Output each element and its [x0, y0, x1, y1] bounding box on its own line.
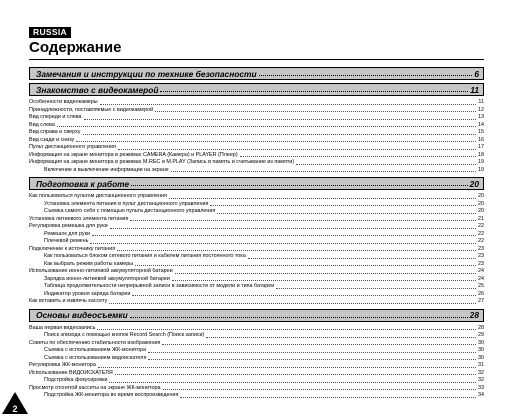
page-number: 2	[12, 404, 18, 414]
section-title: Знакомство с видеокамерой	[36, 84, 159, 95]
section-page-number: 28	[469, 310, 479, 320]
dot-leader	[217, 212, 476, 214]
toc-entry[interactable]	[29, 268, 484, 276]
toc-entry[interactable]	[29, 325, 484, 333]
entry-page-number: 32	[478, 369, 484, 376]
page-title: Содержание	[29, 39, 122, 56]
section-page-number: 11	[470, 84, 479, 95]
title-divider	[29, 59, 484, 60]
toc-subentry[interactable]	[29, 253, 484, 261]
toc-entry[interactable]	[29, 144, 484, 152]
entry-page-number: 19	[478, 166, 484, 173]
dot-leader	[148, 358, 476, 360]
toc-subentry[interactable]	[29, 377, 484, 385]
entry-page-number: 31	[478, 362, 484, 368]
entry-title: Ремешок для руки	[44, 230, 90, 237]
entry-page-number: 29	[478, 332, 484, 338]
entry-title: Вид слева	[29, 121, 55, 128]
entry-title: Плечевой ремень	[44, 238, 89, 244]
toc-subentry[interactable]	[29, 231, 484, 239]
entry-title: Как вставить и извлечь кассету	[29, 298, 108, 304]
toc-entry[interactable]	[29, 370, 484, 378]
dot-leader	[175, 272, 476, 274]
toc-subentry[interactable]	[29, 201, 484, 209]
dot-leader	[172, 279, 476, 281]
entry-title: Съемка самого себя с помощью пульта дистанционного управления	[44, 208, 216, 214]
dot-leader	[148, 351, 476, 353]
entry-title: Включение и выключение информации на экране	[44, 166, 169, 173]
entry-page-number: 20	[478, 208, 484, 214]
entry-page-number: 13	[478, 114, 484, 120]
entry-page-number: 18	[478, 151, 484, 158]
dot-leader	[92, 234, 476, 236]
entry-page-number: 22	[478, 238, 484, 244]
entry-page-number: 20	[478, 200, 484, 207]
toc-entry[interactable]	[29, 246, 484, 254]
toc-entry[interactable]	[29, 129, 484, 137]
toc-entry[interactable]	[29, 122, 484, 130]
dot-leader	[155, 110, 476, 112]
dot-leader	[118, 148, 476, 150]
dot-leader	[117, 249, 476, 251]
entry-page-number: 14	[478, 121, 484, 128]
entry-page-number: 27	[478, 298, 484, 304]
toc-subentry[interactable]	[29, 261, 484, 269]
entry-page-number: 16	[478, 136, 484, 143]
entry-title: Информация на экране монитора в режимах CAMERA (Камера) и PLAYER (Плеер)	[29, 151, 238, 158]
entry-page-number: 21	[478, 215, 484, 222]
entry-title: Как пользоваться блоком сетевого питания и кабелем питания постоянного тока	[44, 253, 246, 259]
toc-subentry[interactable]	[29, 283, 484, 291]
dot-leader	[163, 388, 477, 390]
entry-title: Принадлежности, поставляемые с видеокамерой	[29, 106, 154, 113]
entry-page-number: 25	[478, 283, 484, 289]
entry-title: Советы по обеспечению стабильности изображения	[29, 339, 161, 346]
dot-leader	[135, 264, 476, 266]
entry-title: Использование ВИДОИСКАТЕЛЯ	[29, 369, 113, 376]
section-page-number: 20	[469, 178, 479, 189]
entry-title: Особенности видеокамеры	[29, 99, 98, 105]
entry-title: Регулировка ремешка для руки	[29, 223, 108, 229]
entry-page-number: 33	[478, 384, 484, 391]
entry-title: Регулировка ЖК-монитора	[29, 362, 96, 368]
toc-subentry[interactable]	[29, 208, 484, 216]
toc-subentry[interactable]	[29, 238, 484, 246]
toc-entry[interactable]	[29, 159, 484, 167]
dot-leader	[130, 219, 476, 221]
dot-leader	[97, 328, 476, 330]
toc-entry[interactable]	[29, 385, 484, 393]
entry-title: Информация на экране монитора в режимах M.REC и M.PLAY (Запись в память и считывание из памяти)	[29, 159, 295, 165]
section-page-number: 6	[474, 68, 479, 79]
entry-title: Вид сзади и снизу	[29, 136, 75, 143]
section-title: Подготовка к работе	[36, 178, 130, 189]
dot-leader	[171, 170, 476, 172]
entry-title: Пульт дистанционного управления	[29, 144, 116, 150]
toc-entry[interactable]	[29, 223, 484, 231]
entry-page-number: 34	[478, 392, 484, 398]
entry-page-number: 24	[478, 275, 484, 282]
language-tag: RUSSIA	[29, 27, 71, 38]
toc-subentry[interactable]	[29, 332, 484, 340]
entry-title: Ваша первая видеозапись	[29, 324, 96, 331]
toc-subentry[interactable]	[29, 355, 484, 363]
entry-title: Таблица продолжительности непрерывной записи в зависимости от модели и типа батареи	[44, 283, 275, 289]
entry-page-number: 32	[478, 377, 484, 383]
toc-subentry[interactable]	[29, 392, 484, 400]
dot-leader	[90, 242, 476, 244]
entry-page-number: 12	[478, 106, 484, 113]
toc-section-header[interactable]	[29, 67, 484, 80]
dot-leader	[206, 336, 476, 338]
entry-page-number: 20	[478, 193, 484, 199]
entry-page-number: 26	[478, 290, 484, 297]
dot-leader	[84, 118, 476, 120]
dot-leader	[240, 155, 476, 157]
dot-leader	[109, 302, 476, 304]
toc-entry[interactable]	[29, 107, 484, 115]
toc-subentry[interactable]	[29, 291, 484, 299]
entry-page-number: 24	[478, 268, 484, 274]
dot-leader	[169, 197, 476, 199]
entry-page-number: 30	[478, 354, 484, 361]
toc-entry[interactable]	[29, 99, 484, 107]
entry-title: Зарядка ионно-литиевой аккумуляторной батареи	[44, 275, 170, 282]
toc-entry[interactable]	[29, 298, 484, 306]
entry-title: Подстройка ЖК-монитора во время воспроизведения	[44, 392, 179, 398]
toc-section-header[interactable]	[29, 83, 484, 96]
dot-leader	[109, 381, 476, 383]
dot-leader	[162, 343, 476, 345]
dot-leader	[132, 294, 476, 296]
toc-entry[interactable]	[29, 137, 484, 145]
toc-entry[interactable]	[29, 114, 484, 122]
entry-title: Съемка с использованием видоискателя	[44, 354, 147, 361]
entry-title: Подключение к источнику питания	[29, 245, 116, 252]
entry-title: Использование ионно-литиевой аккумуляторной батареи	[29, 268, 173, 274]
toc-entry[interactable]	[29, 362, 484, 370]
entry-title: Вид спереди и слева	[29, 114, 82, 120]
entry-title: Установка элемента питания в пульт дистанционного управления	[44, 200, 209, 207]
entry-title: Просмотр отснятой кассеты на экране ЖК-монитора	[29, 384, 161, 391]
toc-section-header[interactable]	[29, 309, 484, 322]
entry-title: Подстройка фокусировки	[44, 377, 108, 383]
entry-page-number: 28	[478, 324, 484, 331]
dot-leader	[130, 309, 468, 318]
entry-title: Индикатор уровня заряда батареи	[44, 290, 131, 297]
dot-leader	[296, 163, 476, 165]
dot-leader	[98, 366, 476, 368]
entry-page-number: 30	[478, 339, 484, 346]
entry-title: Установка литиевого элемента питания	[29, 215, 129, 222]
dot-leader	[57, 125, 476, 127]
entry-page-number: 23	[478, 260, 484, 267]
dot-leader	[180, 396, 476, 398]
table-of-contents	[29, 64, 484, 400]
dot-leader	[110, 227, 476, 229]
toc-entry[interactable]	[29, 193, 484, 201]
entry-title: Как пользоваться пультом дистанционного управления	[29, 193, 167, 199]
toc-subentry[interactable]	[29, 167, 484, 175]
dot-leader	[83, 133, 477, 135]
toc-subentry[interactable]	[29, 276, 484, 284]
entry-page-number: 22	[478, 223, 484, 229]
entry-page-number: 19	[478, 159, 484, 165]
entry-page-number: 23	[478, 253, 484, 259]
dot-leader	[115, 373, 476, 375]
dot-leader	[210, 204, 476, 206]
toc-entry[interactable]	[29, 216, 484, 224]
toc-section-header[interactable]	[29, 177, 484, 190]
entry-title: Как выбрать режим работы камеры	[44, 260, 134, 267]
entry-title: Съемка с использованием ЖК-монитора	[44, 347, 146, 353]
toc-entry[interactable]	[29, 340, 484, 348]
dot-leader	[76, 140, 476, 142]
dot-leader	[160, 83, 468, 92]
entry-page-number: 11	[478, 99, 484, 105]
section-title: Замечания и инструкции по технике безопасности	[36, 68, 257, 79]
section-title: Основы видеосъемки	[36, 310, 128, 320]
dot-leader	[248, 257, 476, 259]
toc-entry[interactable]	[29, 152, 484, 160]
toc-subentry[interactable]	[29, 347, 484, 355]
entry-title: Вид справа и сверху	[29, 129, 81, 135]
dot-leader	[259, 67, 473, 76]
dot-leader	[100, 103, 477, 105]
entry-page-number: 15	[478, 129, 484, 135]
dot-leader	[131, 177, 467, 186]
entry-page-number: 30	[478, 347, 484, 353]
dot-leader	[276, 287, 476, 289]
entry-page-number: 22	[478, 230, 484, 237]
entry-page-number: 23	[478, 245, 484, 252]
entry-page-number: 17	[478, 144, 484, 150]
entry-title: Поиск эпизода с помощью кнопок Record Search (Поиск записи)	[44, 332, 205, 338]
